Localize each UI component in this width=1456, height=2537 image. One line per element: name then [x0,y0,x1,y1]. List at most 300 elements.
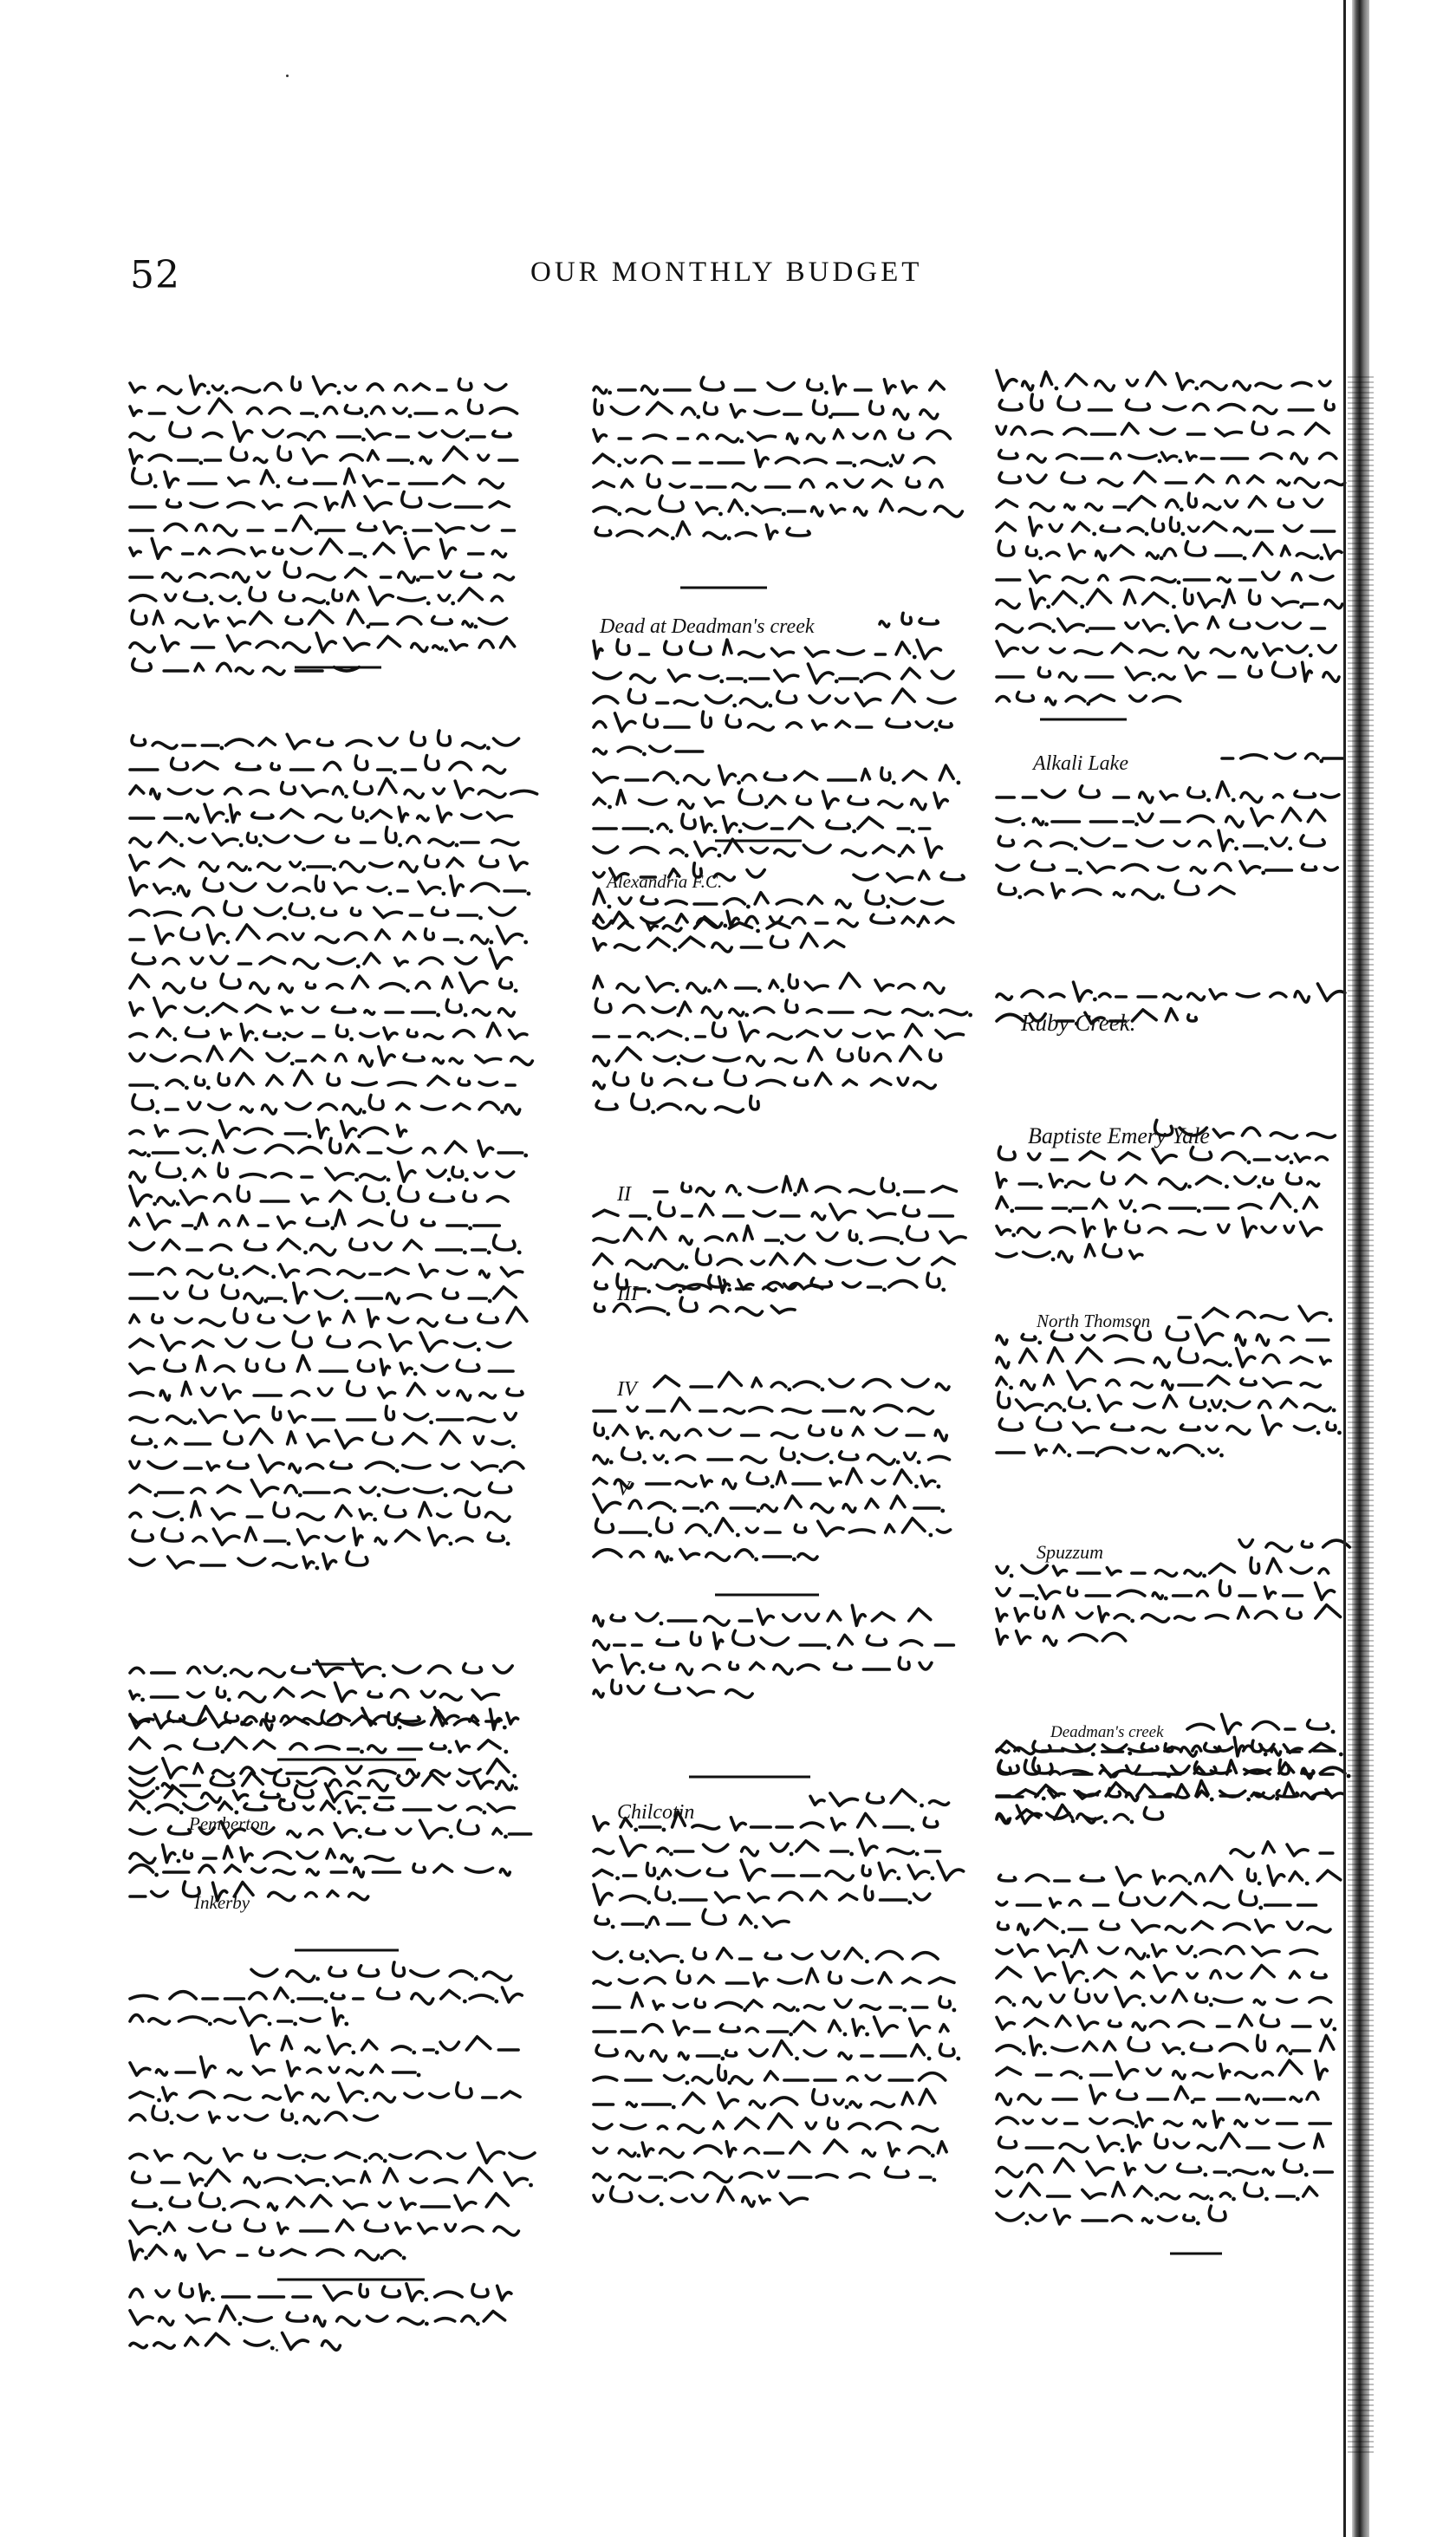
shorthand-stroke [433,646,443,649]
shorthand-stroke [130,1559,154,1565]
shorthand-stroke [1167,500,1179,507]
shorthand-stroke [445,1142,466,1153]
shorthand-stroke [342,491,354,507]
shorthand-stroke [724,640,731,654]
shorthand-stroke [205,615,218,627]
shorthand-stroke [686,1429,700,1435]
shorthand-stroke [397,1103,409,1109]
shorthand-stroke [1044,1376,1053,1385]
shorthand-stroke [225,1713,238,1721]
shorthand-stroke [1153,1149,1176,1163]
shorthand-stroke [595,528,610,536]
shorthand-stroke [1138,2112,1152,2127]
shorthand-stroke [717,435,738,442]
shorthand-stroke [1277,2000,1297,2002]
shorthand-stroke [343,1105,361,1115]
shorthand-stroke [1112,643,1132,653]
shorthand-stroke [770,917,783,923]
shorthand-stroke [1020,1349,1037,1363]
shorthand-dot [684,1265,688,1270]
shorthand-stroke [322,908,335,915]
shorthand-stroke [1053,1566,1066,1575]
shorthand-stroke [191,376,205,394]
shorthand-stroke [642,2143,653,2156]
shorthand-stroke [749,725,774,731]
shorthand-dot [413,1372,418,1376]
shorthand-dot [647,1901,651,1905]
shorthand-stroke [676,1456,694,1460]
shorthand-stroke [287,734,309,749]
shorthand-stroke [621,1896,646,1900]
shorthand-stroke [399,1186,419,1201]
shorthand-dot [679,1290,683,1294]
shorthand-stroke [1049,1945,1069,1956]
shorthand-stroke [510,1030,527,1038]
shorthand-stroke [255,2150,265,2158]
shorthand-dot [364,414,368,419]
shorthand-stroke [153,1315,162,1323]
shorthand-stroke [746,2028,757,2032]
shorthand-stroke [706,1553,730,1561]
shorthand-stroke [198,1213,207,1226]
shorthand-dot [642,752,647,757]
shorthand-stroke [1326,1790,1343,1799]
shorthand-stroke [1251,1966,1274,1978]
shorthand-stroke [130,1512,140,1517]
shorthand-stroke [594,1254,612,1265]
shorthand-stroke [594,2077,617,2080]
shorthand-dot [514,1786,518,1791]
shorthand-stroke [356,2251,379,2261]
shorthand-stroke [458,589,482,601]
shorthand-stroke [1227,1402,1250,1408]
shorthand-dot [177,1859,181,1864]
shorthand-stroke [1276,754,1296,758]
shorthand-stroke [199,1865,214,1872]
shorthand-dot [669,1852,673,1857]
shorthand-stroke [939,1997,950,2007]
shorthand-stroke [1155,1571,1176,1577]
shorthand-dot [1309,654,1313,658]
shorthand-stroke [251,548,264,556]
shorthand-stroke [402,491,421,507]
shorthand-stroke [231,1049,252,1061]
shorthand-stroke [1076,1745,1095,1751]
shorthand-stroke [724,816,737,832]
shorthand-stroke [229,863,246,871]
shorthand-stroke [1017,692,1034,701]
shorthand-dot [1225,1185,1229,1189]
shorthand-stroke [747,1057,764,1066]
shorthand-stroke [930,381,944,390]
shorthand-stroke [200,1319,224,1325]
shorthand-stroke [1205,1360,1227,1365]
shorthand-dot [650,1038,654,1042]
shorthand-dot [447,1178,452,1182]
shorthand-stroke [475,1173,487,1177]
shorthand-stroke [1215,1747,1232,1751]
shorthand-dot [410,461,414,465]
shorthand-stroke [214,1194,230,1201]
shorthand-stroke [858,817,882,829]
shorthand-stroke [365,1011,374,1015]
shorthand-stroke [1287,646,1307,653]
shorthand-stroke [866,1499,878,1508]
shorthand-stroke [374,1805,393,1810]
shorthand-stroke [1241,1379,1256,1385]
shorthand-stroke [665,1079,686,1085]
shorthand-dot [298,1493,302,1498]
shorthand-stroke [594,454,614,463]
shorthand-dot [155,1786,159,1791]
shorthand-stroke [1191,2194,1208,2198]
shorthand-dot [441,892,445,896]
shorthand-dot [393,771,397,775]
shorthand-dot [865,2033,869,2037]
shorthand-stroke [472,2285,488,2297]
shorthand-stroke [353,1659,380,1677]
shorthand-stroke [1235,1177,1256,1184]
shorthand-dot [140,1698,145,1702]
shorthand-stroke [359,1220,382,1226]
shorthand-stroke [370,863,392,867]
shorthand-stroke [637,1427,647,1438]
shorthand-stroke [1235,2121,1246,2127]
shorthand-stroke [239,1692,265,1701]
shorthand-stroke [225,1865,241,1872]
shorthand-stroke [388,1083,415,1085]
shorthand-dot [669,1558,673,1562]
shorthand-stroke [348,610,363,624]
shorthand-stroke [472,1690,498,1700]
shorthand-dot [198,461,203,465]
shorthand-stroke [1032,862,1055,870]
shorthand-stroke [651,2051,666,2061]
shorthand-stroke [270,408,289,413]
shorthand-stroke [1189,527,1199,531]
shorthand-dot [153,1493,158,1498]
shorthand-stroke [315,1291,342,1298]
shorthand-stroke [1035,1919,1057,1929]
shorthand-stroke [621,2125,646,2129]
shorthand-stroke [1017,1228,1039,1237]
shorthand-stroke [335,1823,356,1837]
shorthand-stroke [244,2318,271,2321]
shorthand-stroke [718,2187,733,2202]
shorthand-stroke [307,1465,323,1468]
shorthand-stroke [692,2077,712,2083]
shorthand-dot [209,602,213,606]
shorthand-stroke [438,731,450,745]
shorthand-stroke [712,943,731,952]
shorthand-stroke [764,1917,789,1927]
shorthand-dot [258,843,263,848]
shorthand-dot [727,537,731,541]
shorthand-stroke [1253,1721,1279,1729]
shorthand-stroke [228,2070,241,2075]
shorthand-stroke [303,1007,318,1012]
shorthand-stroke [1055,2209,1069,2224]
shorthand-dot [206,391,211,395]
shorthand-stroke [361,2172,370,2182]
shorthand-dot [1209,2003,1213,2007]
shorthand-dot [713,829,718,834]
shorthand-stroke [1038,667,1050,677]
shorthand-stroke [1215,863,1231,870]
shorthand-dot [1290,1161,1294,1165]
shorthand-dot [1187,1882,1192,1886]
shorthand-dot [685,2081,689,2085]
shorthand-stroke [1325,400,1334,410]
shorthand-dot [927,2057,932,2061]
shorthand-stroke [631,1952,643,1959]
shorthand-stroke [257,1343,279,1347]
shorthand-stroke [806,2123,816,2129]
shorthand-stroke [1080,786,1099,797]
shorthand-stroke [473,1010,490,1016]
shorthand-stroke [271,764,279,770]
shorthand-dot [290,2000,295,2004]
shorthand-stroke [845,480,862,487]
shorthand-dot [852,829,856,834]
shorthand-stroke [829,1972,842,1983]
shorthand-stroke [176,2250,185,2260]
shorthand-dot [223,1674,227,1678]
shorthand-stroke [441,1990,459,1999]
shorthand-stroke [594,1660,612,1672]
shorthand-stroke [750,1408,772,1411]
shorthand-stroke [887,719,910,727]
shorthand-stroke [741,1860,764,1880]
shorthand-stroke [715,980,725,988]
shorthand-stroke [490,502,509,507]
shorthand-stroke [429,839,453,845]
shorthand-stroke [234,422,252,441]
shorthand-stroke [1088,589,1111,604]
shorthand-stroke [193,762,218,770]
shorthand-stroke [458,1390,471,1400]
shorthand-stroke [719,1372,742,1387]
shorthand-stroke [204,433,222,437]
shorthand-stroke [317,2249,343,2255]
shorthand-dot [1219,1454,1224,1458]
shorthand-stroke [1024,647,1037,653]
shorthand-stroke [1069,1635,1097,1641]
shorthand-stroke [192,979,205,988]
shorthand-stroke [311,2195,330,2207]
shorthand-stroke [388,1148,411,1153]
shorthand-stroke [1073,982,1091,1001]
shorthand-stroke [234,1309,247,1323]
shorthand-stroke [200,2284,210,2300]
shorthand-stroke [672,1398,689,1411]
shorthand-stroke [1257,623,1277,628]
shorthand-stroke [241,1024,252,1040]
shorthand-stroke [1236,1335,1245,1345]
shorthand-stroke [1243,1218,1257,1237]
shorthand-stroke [1022,991,1043,997]
shorthand-stroke [479,1083,497,1085]
shorthand-stroke [1066,374,1086,386]
shorthand-stroke [1025,890,1043,894]
shorthand-stroke [315,876,323,891]
shorthand-stroke [656,1887,670,1900]
shorthand-stroke [335,1490,350,1493]
shorthand-stroke [617,984,638,992]
shorthand-stroke [792,918,804,923]
shorthand-stroke [743,775,756,780]
shorthand-stroke [1196,1781,1208,1796]
shorthand-stroke [1283,623,1300,628]
shorthand-stroke [332,1006,354,1012]
shorthand-stroke [1325,481,1344,485]
shorthand-stroke [1200,1950,1220,1954]
shorthand-dot [511,1445,516,1449]
shorthand-dot [1064,1185,1069,1189]
shorthand-dot [1234,847,1238,851]
page-number: 52 [130,253,180,297]
shorthand-stroke [224,1432,242,1444]
shorthand-stroke [1063,1962,1083,1982]
shorthand-stroke [736,1308,762,1316]
shorthand-dot [1141,2003,1146,2007]
shorthand-stroke [194,1764,203,1773]
paper-speck [276,2349,278,2352]
shorthand-stroke [717,1948,731,1959]
shorthand-stroke [163,1759,186,1779]
shorthand-stroke [366,1857,393,1861]
shorthand-stroke [834,376,846,394]
shorthand-dot [234,1275,238,1279]
shorthand-dot [889,464,894,468]
shorthand-stroke [744,1226,752,1240]
shorthand-stroke [187,1271,211,1278]
shorthand-stroke [133,1436,152,1444]
shorthand-stroke [1174,842,1189,846]
shorthand-dot [1042,1797,1046,1801]
shorthand-stroke [238,1558,265,1565]
shorthand-stroke [258,863,280,870]
shorthand-stroke [335,2152,359,2158]
shorthand-dot [673,948,677,953]
shorthand-dot [170,2121,174,2125]
shorthand-stroke [1095,1969,1115,1978]
shorthand-dot [647,1290,651,1294]
shorthand-stroke [130,2311,153,2325]
shorthand-stroke [845,1948,861,1959]
shorthand-stroke [679,2052,688,2059]
shorthand-stroke [213,1529,239,1545]
shorthand-stroke [1220,2193,1230,2196]
shorthand-dot [1257,1185,1261,1189]
shorthand-stroke [594,1239,618,1242]
shorthand-stroke [1310,1998,1331,2002]
shorthand-stroke [1324,545,1342,559]
shorthand-dot [205,1013,210,1018]
shorthand-dot [1194,387,1199,391]
shorthand-stroke [999,884,1016,894]
shorthand-stroke [186,2315,209,2323]
shorthand-stroke [611,2187,632,2202]
shorthand-stroke [594,1479,607,1484]
shorthand-stroke [1164,994,1180,999]
shorthand-stroke [772,1433,797,1438]
shorthand-stroke [1320,2036,1333,2051]
shorthand-stroke [747,870,764,877]
shorthand-stroke [665,2076,684,2080]
shorthand-stroke [395,385,406,390]
shorthand-stroke [1159,674,1174,680]
shorthand-stroke [420,1332,447,1351]
shorthand-stroke [818,1521,843,1536]
shorthand-stroke [1254,407,1277,414]
shorthand-stroke [1115,1987,1140,2007]
shorthand-stroke [1264,2169,1274,2175]
shorthand-stroke [1088,862,1114,873]
shorthand-dot [380,2256,384,2261]
shorthand-stroke [894,409,907,419]
shorthand-stroke [1302,1542,1311,1547]
shorthand-stroke [1197,1591,1207,1596]
shorthand-stroke [417,2151,441,2158]
shorthand-stroke [1307,2092,1318,2099]
shorthand-stroke [290,862,301,867]
shorthand-stroke [1211,649,1234,656]
shorthand-stroke [806,1614,819,1621]
shorthand-dot [302,2159,306,2163]
shorthand-stroke [839,1635,853,1645]
shorthand-stroke [478,790,505,797]
shorthand-stroke [397,1779,413,1786]
shorthand-stroke [303,599,324,603]
shorthand-stroke [1266,1543,1291,1551]
shorthand-dot [1011,2003,1016,2007]
paper-speck [286,75,289,77]
shorthand-stroke [457,1360,478,1371]
shorthand-dot [952,2008,956,2013]
shorthand-stroke [1237,1349,1255,1367]
shorthand-stroke [1090,2119,1107,2124]
shorthand-dot [1068,1209,1072,1213]
shorthand-stroke [308,1270,329,1274]
shorthand-stroke [153,2106,167,2120]
shorthand-stroke [237,1073,253,1085]
shorthand-stroke [219,1220,229,1226]
shorthand-stroke [133,468,151,484]
shorthand-stroke [491,596,502,601]
shorthand-stroke [370,2154,381,2158]
shorthand-dot [757,1509,761,1513]
shorthand-stroke [853,2020,863,2035]
shorthand-dot [1258,1882,1262,1886]
shorthand-stroke [790,817,813,829]
shorthand-stroke [853,1427,862,1435]
shorthand-stroke [1219,1225,1229,1233]
shorthand-stroke [324,2286,351,2300]
shorthand-dot [1228,1363,1232,1368]
shorthand-stroke [258,1315,273,1323]
shorthand-stroke [1125,2163,1134,2175]
shorthand-stroke [629,1500,641,1508]
shorthand-stroke [1254,2000,1264,2004]
shorthand-stroke [440,2042,458,2050]
shorthand-stroke [730,1662,738,1669]
shorthand-stroke [181,928,198,940]
shorthand-stroke [1128,2038,1148,2051]
section-heading: Pemberton [189,1813,270,1834]
shorthand-stroke [779,1892,802,1900]
shorthand-stroke [130,2015,143,2021]
